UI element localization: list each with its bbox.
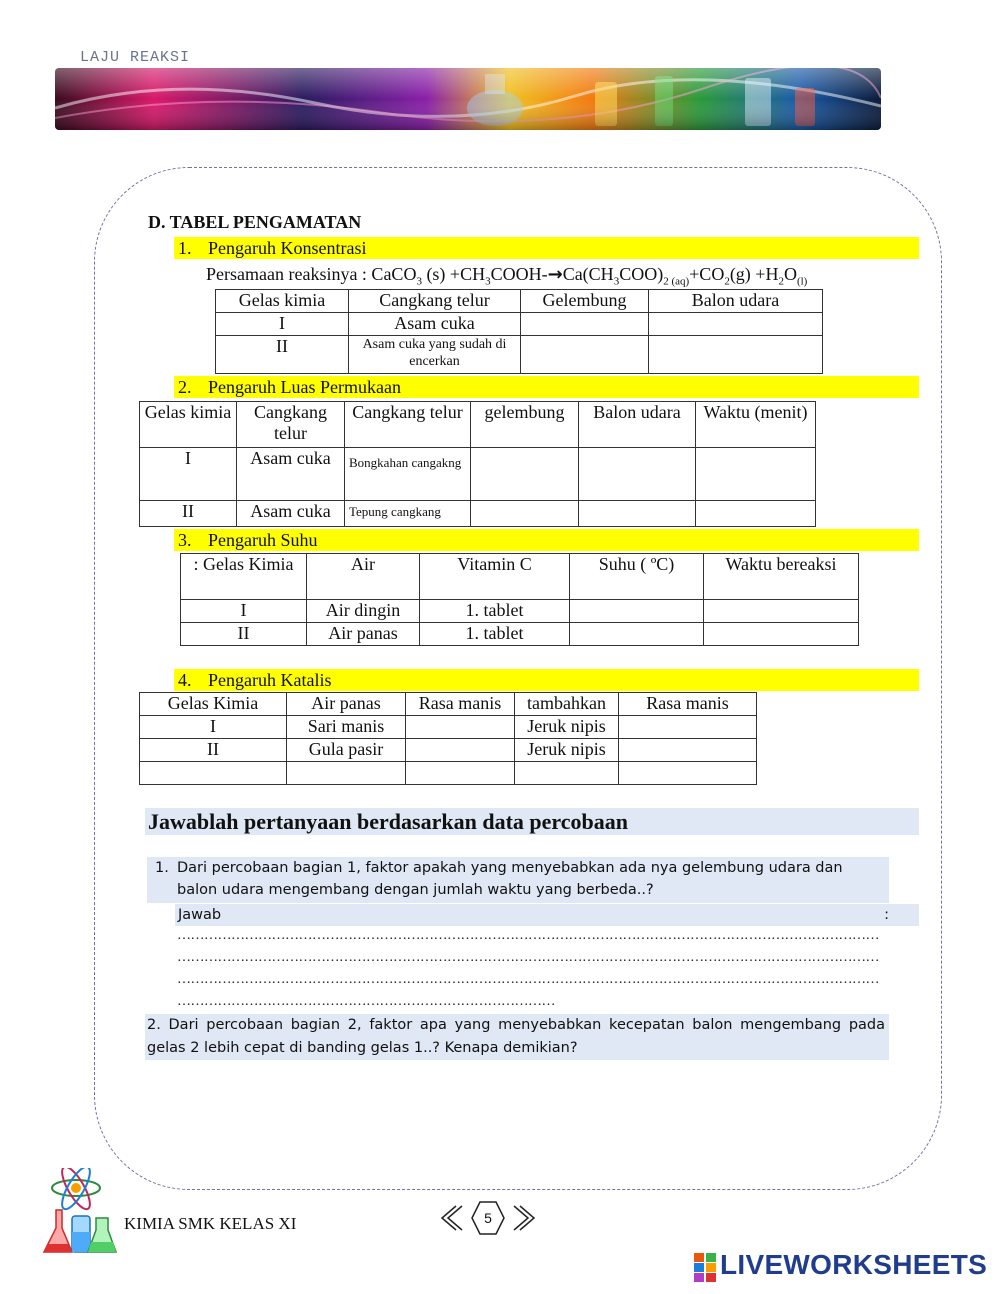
- table-cell: Gula pasir: [287, 739, 406, 762]
- table-konsentrasi: [215, 289, 823, 374]
- subheading-label: Pengaruh Luas Permukaan: [208, 377, 401, 397]
- answer-cell[interactable]: [406, 739, 515, 762]
- answer-cell[interactable]: [696, 448, 816, 501]
- answer-label: Jawab: [178, 907, 222, 923]
- table-cell: Asam cuka yang sudah di encerkan: [349, 336, 521, 374]
- table-cell: II: [140, 501, 237, 527]
- table-cell: Jeruk nipis: [515, 739, 619, 762]
- answer-cell[interactable]: [579, 448, 696, 501]
- answer-cell[interactable]: [140, 762, 287, 785]
- table-header: tambahkan: [515, 693, 619, 716]
- table-suhu: [180, 553, 859, 646]
- table-cell: I: [140, 448, 237, 501]
- table-cell: I: [216, 313, 349, 336]
- subheading-label: Pengaruh Katalis: [208, 670, 332, 690]
- table-header: Balon udara: [649, 290, 823, 313]
- table-cell: Air panas: [307, 623, 420, 646]
- answer-cell[interactable]: [619, 716, 757, 739]
- table-cell: Sari manis: [287, 716, 406, 739]
- table-header: Gelas kimia: [140, 402, 237, 448]
- chemistry-atom-flask-icon: [38, 1168, 118, 1258]
- answer-line[interactable]: …………………………………………………………………………………………………………………………………………: [177, 972, 879, 987]
- subheading-konsentrasi: [174, 237, 919, 259]
- table-cell: II: [140, 739, 287, 762]
- section-title: D. TABEL PENGAMATAN: [148, 212, 362, 232]
- table-header: Air: [307, 554, 420, 600]
- table-header: Waktu (menit): [696, 402, 816, 448]
- answer-cell[interactable]: [471, 448, 579, 501]
- table-cell: Air dingin: [307, 600, 420, 623]
- page-number-badge: [438, 1198, 538, 1238]
- header-title: LAJU REAKSI: [80, 49, 191, 66]
- table-header: Cangkang telur: [349, 290, 521, 313]
- answer-cell[interactable]: [696, 501, 816, 527]
- question-1: 1. Dari percobaan bagian 1, faktor apakah yang menyebabkan ada nya gelembung udara dan balon udara mengembang dengan jumlah waktu yang berbeda..?: [147, 857, 889, 903]
- liveworksheets-brand: LIVEWORKSHEETS: [720, 1249, 988, 1280]
- answer-cell[interactable]: [619, 739, 757, 762]
- chemistry-banner-image: [55, 68, 881, 130]
- table-cell: I: [181, 600, 307, 623]
- answer-field[interactable]: Jawab :: [175, 904, 919, 926]
- subheading-number: 4.: [178, 670, 192, 690]
- table-header: Cangkang telur: [345, 402, 471, 448]
- table-cell: II: [181, 623, 307, 646]
- table-header: Balon udara: [579, 402, 696, 448]
- subheading-number: 2.: [178, 377, 192, 397]
- answer-cell[interactable]: [649, 336, 823, 374]
- answer-line[interactable]: …………………………………………………………………………: [177, 994, 555, 1009]
- answer-cell[interactable]: [406, 716, 515, 739]
- subheading-number: 1.: [178, 238, 192, 258]
- table-cell: 1. tablet: [420, 623, 570, 646]
- arrow-icon: →: [547, 264, 563, 285]
- answer-cell[interactable]: [649, 313, 823, 336]
- reaction-equation: Persamaan reaksinya : CaCO$_3$ $(s) +CH_3COOH-\to Ca(CH_3COO)_{2 (aq)}+CO_2(g) +H_2O_{(l)}$: [206, 264, 808, 288]
- table-header: gelembung: [471, 402, 579, 448]
- table-header: Air panas: [287, 693, 406, 716]
- table-header: Gelas Kimia: [140, 693, 287, 716]
- table-header: Gelas kimia: [216, 290, 349, 313]
- answer-cell[interactable]: [704, 623, 859, 646]
- table-header: Rasa manis: [619, 693, 757, 716]
- table-header: Rasa manis: [406, 693, 515, 716]
- answer-cell[interactable]: [521, 336, 649, 374]
- answer-cell[interactable]: [570, 623, 704, 646]
- answer-cell[interactable]: [471, 501, 579, 527]
- subheading-suhu: [174, 529, 919, 551]
- table-cell: Asam cuka: [237, 448, 345, 501]
- table-luas-permukaan: [139, 401, 816, 527]
- answer-cell[interactable]: [619, 762, 757, 785]
- table-header: Cangkang telur: [237, 402, 345, 448]
- table-cell: I: [140, 716, 287, 739]
- answer-line[interactable]: …………………………………………………………………………………………………………………………………………: [177, 928, 879, 943]
- table-cell: Tepung cangkang: [345, 501, 471, 527]
- footer-course-label: KIMIA SMK KELAS XI: [124, 1214, 297, 1233]
- answer-cell[interactable]: [521, 313, 649, 336]
- table-cell: 1. tablet: [420, 600, 570, 623]
- subheading-label: Pengaruh Konsentrasi: [208, 238, 367, 258]
- answer-cell[interactable]: [515, 762, 619, 785]
- subheading-katalis: [174, 669, 919, 691]
- table-cell: Asam cuka: [349, 313, 521, 336]
- table-header: Waktu bereaksi: [704, 554, 859, 600]
- answer-cell[interactable]: [579, 501, 696, 527]
- table-header: Vitamin C: [420, 554, 570, 600]
- table-header: Suhu ( ºC): [570, 554, 704, 600]
- answer-cell[interactable]: [704, 600, 859, 623]
- page-number: 5: [484, 1210, 492, 1226]
- question-2: 2. Dari percobaan bagian 2, faktor apa yang menyebabkan kecepatan balon mengembang pada gelas 2 lebih cepat di banding gelas 1..? Kenapa demikian?: [145, 1014, 889, 1060]
- table-cell: Bongkahan cangakng: [345, 448, 471, 501]
- subheading-label: Pengaruh Suhu: [208, 530, 318, 550]
- subheading-luas-permukaan: [174, 376, 919, 398]
- table-cell: II: [216, 336, 349, 374]
- subheading-number: 3.: [178, 530, 192, 550]
- questions-heading: Jawablah pertanyaan berdasarkan data percobaan: [145, 808, 919, 835]
- table-cell: Jeruk nipis: [515, 716, 619, 739]
- table-cell: Asam cuka: [237, 501, 345, 527]
- table-header: Gelembung: [521, 290, 649, 313]
- answer-cell[interactable]: [287, 762, 406, 785]
- table-header: : Gelas Kimia: [181, 554, 307, 600]
- answer-cell[interactable]: [570, 600, 704, 623]
- answer-cell[interactable]: [406, 762, 515, 785]
- table-katalis: [139, 692, 757, 785]
- question-number: 1.: [155, 860, 169, 876]
- liveworksheets-logo-icon: [694, 1251, 718, 1283]
- answer-line[interactable]: …………………………………………………………………………………………………………………………………………: [177, 950, 879, 965]
